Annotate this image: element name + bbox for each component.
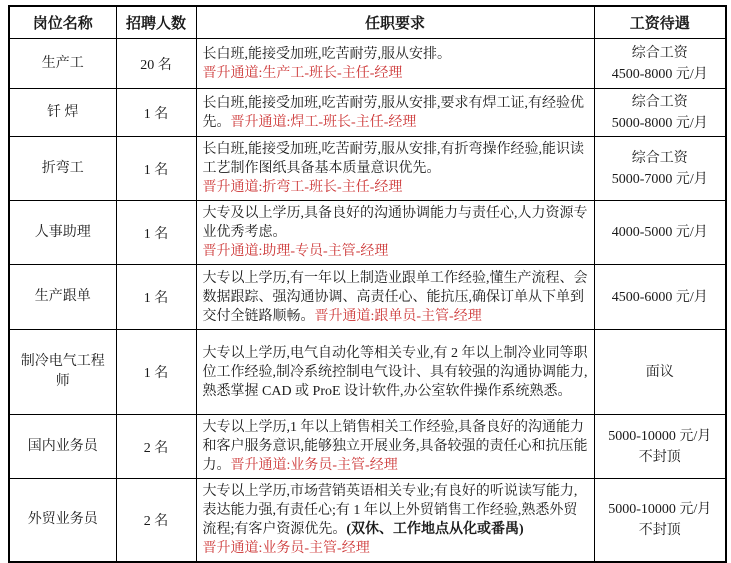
requirement-paragraph xyxy=(203,140,588,178)
headcount-cell: 1 名 xyxy=(116,89,196,137)
highlight-text: (双休、工作地点从化或番禺) xyxy=(346,522,524,537)
requirement-text: 大专以上学历,1 年以上销售相关工作经验,具备良好的沟通能力和客户服务意识,能够独立开展业务,具备较强的责任心和抗压能力。 xyxy=(202,420,588,473)
position-cell: 人事助理 xyxy=(9,201,116,265)
position-cell: 生产跟单 xyxy=(9,265,116,330)
requirements-cell xyxy=(196,89,594,137)
salary-line: 综合工资 xyxy=(631,150,688,166)
salary-line: 综合工资 xyxy=(631,45,688,61)
salary-line: 不封顶 xyxy=(638,449,681,465)
salary-cell xyxy=(594,137,726,201)
position-cell: 钎 焊 xyxy=(9,89,116,137)
requirement-text: 大专以上学历,市场营销英语相关专业;有良好的听说读写能力,表达能力强,有责任心;有 1 年以上外贸销售工作经验,熟悉外贸流程;有客户资源优先。 xyxy=(202,484,578,537)
position-cell: 制冷电气工程师 xyxy=(9,330,116,415)
promotion-path-text: 晋升通道:业务员-主管-经理 xyxy=(230,458,398,473)
promotion-path-text: 晋升通道:助理-专员-主管-经理 xyxy=(202,244,389,259)
requirement-text: 大专以上学历,电气自动化等相关专业,有 2 年以上制冷业同等职位工作经验,制冷系统控制电气设计、具有较强的沟通协调能力,熟悉掌握 CAD 或 ProE 设计软件,办公室软件操作系统熟悉。 xyxy=(202,345,588,399)
recruitment-table xyxy=(8,5,727,563)
header-row xyxy=(9,6,726,39)
position-cell: 外贸业务员 xyxy=(9,479,116,563)
requirement-paragraph xyxy=(203,482,588,539)
requirement-text: 大专以上学历,有一年以上制造业跟单工作经验,懂生产流程、会数据跟踪、强沟通协调、高责任心、能抗压,确保订单从下单到交付全链路顺畅。 xyxy=(202,270,588,324)
requirement-paragraph xyxy=(203,418,588,475)
salary-line: 不封顶 xyxy=(638,523,681,538)
header-salary: 工资待遇 xyxy=(594,6,726,39)
requirements-cell xyxy=(196,330,594,415)
header-headcount: 招聘人数 xyxy=(116,6,196,39)
requirement-paragraph xyxy=(203,94,588,132)
requirement-text: 长白班,能接受加班,吃苦耐劳,服从安排。 xyxy=(202,46,451,62)
requirements-cell xyxy=(196,415,594,479)
table-row xyxy=(9,415,726,479)
promotion-path-text: 晋升通道:跟单员-主管-经理 xyxy=(314,308,482,324)
requirements-cell xyxy=(196,201,594,265)
headcount-cell: 2 名 xyxy=(116,479,196,563)
requirement-paragraph xyxy=(203,344,588,401)
requirements-cell xyxy=(196,479,594,563)
salary-line: 面议 xyxy=(645,364,674,380)
salary-cell xyxy=(594,479,726,563)
headcount-cell: 1 名 xyxy=(116,201,196,265)
table-row xyxy=(9,201,726,265)
promotion-path-text: 晋升通道:焊工-班长-主任-经理 xyxy=(230,114,417,130)
salary-cell xyxy=(594,330,726,415)
table-row xyxy=(9,39,726,89)
salary-cell xyxy=(594,89,726,137)
salary-cell xyxy=(594,265,726,330)
table-row xyxy=(9,330,726,415)
headcount-cell: 20 名 xyxy=(116,39,196,89)
salary-line: 4500-8000 元/月 xyxy=(611,66,708,82)
requirement-paragraph xyxy=(203,178,588,197)
salary-line: 5000-8000 元/月 xyxy=(611,115,708,131)
requirement-text: 长白班,能接受加班,吃苦耐劳,服从安排,要求有焊工证,有经验优先。 xyxy=(202,95,584,130)
requirement-text: 大专及以上学历,具备良好的沟通协调能力与责任心,人力资源专业优秀考虑。 xyxy=(202,206,588,240)
position-cell: 国内业务员 xyxy=(9,415,116,479)
table-row xyxy=(9,137,726,201)
salary-line: 5000-10000 元/月 xyxy=(608,502,712,517)
salary-line: 综合工资 xyxy=(631,94,688,110)
headcount-cell: 1 名 xyxy=(116,137,196,201)
header-position: 岗位名称 xyxy=(9,6,116,39)
requirement-text: 长白班,能接受加班,吃苦耐劳,服从安排,有折弯操作经验,能识读工艺制作图纸具备基本质量意识优先。 xyxy=(202,142,584,176)
table-body xyxy=(9,39,726,563)
table-row xyxy=(9,89,726,137)
headcount-cell: 1 名 xyxy=(116,265,196,330)
salary-cell xyxy=(594,415,726,479)
requirement-paragraph xyxy=(203,45,588,64)
promotion-path-text: 晋升通道:生产工-班长-主任-经理 xyxy=(202,65,403,81)
salary-line: 5000-7000 元/月 xyxy=(611,171,708,187)
requirements-cell xyxy=(196,137,594,201)
salary-cell xyxy=(594,39,726,89)
table-row xyxy=(9,479,726,563)
promotion-path-text: 晋升通道:业务员-主管-经理 xyxy=(202,541,370,556)
requirement-paragraph xyxy=(203,204,588,242)
salary-line: 5000-10000 元/月 xyxy=(608,428,712,444)
salary-cell xyxy=(594,201,726,265)
headcount-cell: 1 名 xyxy=(116,330,196,415)
table-row xyxy=(9,265,726,330)
position-cell: 折弯工 xyxy=(9,137,116,201)
requirements-cell xyxy=(196,265,594,330)
position-cell: 生产工 xyxy=(9,39,116,89)
header-requirements: 任职要求 xyxy=(196,6,594,39)
requirements-cell xyxy=(196,39,594,89)
salary-line: 4000-5000 元/月 xyxy=(611,225,708,240)
requirement-paragraph xyxy=(203,242,588,261)
requirement-paragraph xyxy=(203,64,588,83)
salary-line: 4500-6000 元/月 xyxy=(611,289,708,305)
headcount-cell: 2 名 xyxy=(116,415,196,479)
requirement-paragraph xyxy=(203,539,588,558)
requirement-paragraph xyxy=(203,269,588,326)
promotion-path-text: 晋升通道:折弯工-班长-主任-经理 xyxy=(202,180,403,195)
